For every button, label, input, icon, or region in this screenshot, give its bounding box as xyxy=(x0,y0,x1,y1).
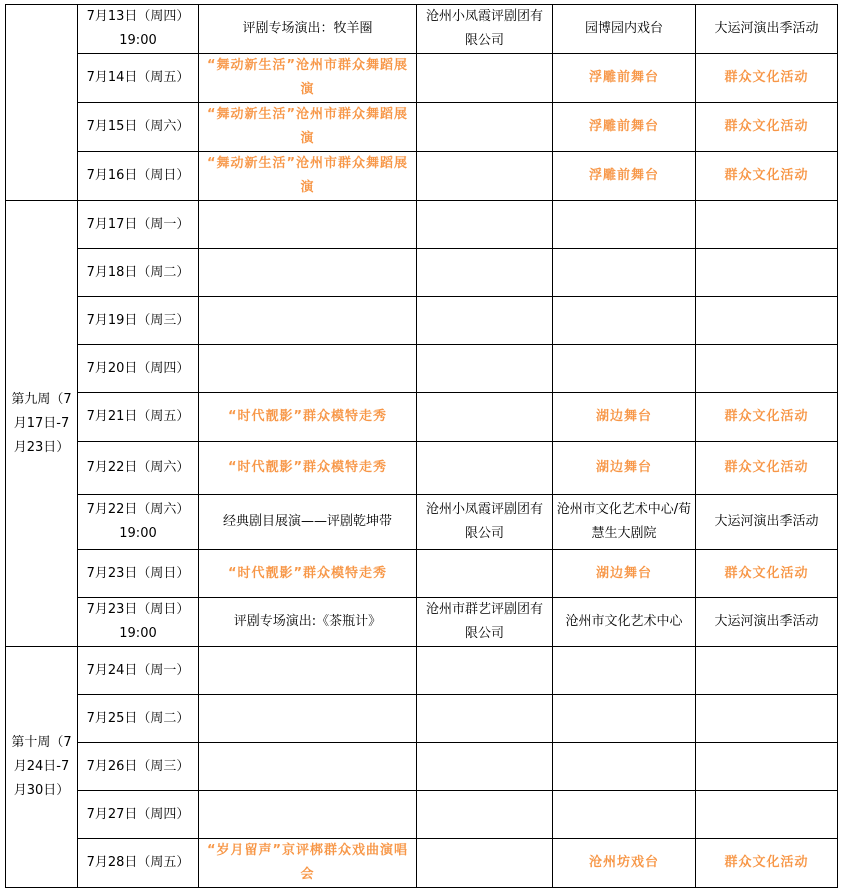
program-cell xyxy=(199,647,417,695)
category-cell xyxy=(696,249,838,297)
category-cell: 群众文化活动 xyxy=(696,54,838,103)
date-cell: 7月20日（周四） xyxy=(78,345,199,393)
category-cell: 大运河演出季活动 xyxy=(696,495,838,550)
program-cell xyxy=(199,345,417,393)
week-cell: 第九周（7月17日-7月23日） xyxy=(6,201,78,647)
category-cell xyxy=(696,345,838,393)
venue-cell: 园博园内戏台 xyxy=(553,5,696,54)
table-row xyxy=(6,550,838,598)
program-cell: “岁月留声”京评梆群众戏曲演唱会 xyxy=(199,839,417,888)
venue-cell xyxy=(553,297,696,345)
table-row xyxy=(6,442,838,495)
organizer-cell xyxy=(417,297,553,345)
schedule-body xyxy=(6,5,838,888)
program-cell xyxy=(199,297,417,345)
venue-cell xyxy=(553,743,696,791)
date-cell: 7月25日（周二） xyxy=(78,695,199,743)
date-cell: 7月27日（周四） xyxy=(78,791,199,839)
program-cell: 经典剧目展演——评剧乾坤带 xyxy=(199,495,417,550)
organizer-cell xyxy=(417,103,553,152)
program-cell xyxy=(199,743,417,791)
table-row xyxy=(6,598,838,647)
venue-cell: 浮雕前舞台 xyxy=(553,152,696,201)
table-row xyxy=(6,791,838,839)
organizer-cell xyxy=(417,345,553,393)
table-row xyxy=(6,743,838,791)
date-cell: 7月14日（周五） xyxy=(78,54,199,103)
organizer-cell: 沧州小凤霞评剧团有限公司 xyxy=(417,5,553,54)
date-cell: 7月17日（周一） xyxy=(78,201,199,249)
organizer-cell xyxy=(417,54,553,103)
venue-cell: 湖边舞台 xyxy=(553,442,696,495)
table-row xyxy=(6,695,838,743)
venue-cell xyxy=(553,201,696,249)
table-row xyxy=(6,249,838,297)
venue-cell: 浮雕前舞台 xyxy=(553,103,696,152)
organizer-cell xyxy=(417,550,553,598)
program-cell: “时代靓影”群众模特走秀 xyxy=(199,442,417,495)
program-cell: “时代靓影”群众模特走秀 xyxy=(199,393,417,442)
category-cell xyxy=(696,297,838,345)
category-cell: 群众文化活动 xyxy=(696,442,838,495)
week-cell: 第十周（7月24日-7月30日） xyxy=(6,647,78,888)
venue-cell: 浮雕前舞台 xyxy=(553,54,696,103)
venue-cell xyxy=(553,791,696,839)
table-row xyxy=(6,495,838,550)
category-cell xyxy=(696,791,838,839)
date-cell: 7月13日（周四）19:00 xyxy=(78,5,199,54)
category-cell: 群众文化活动 xyxy=(696,393,838,442)
table-row xyxy=(6,201,838,249)
category-cell: 群众文化活动 xyxy=(696,550,838,598)
venue-cell: 湖边舞台 xyxy=(553,393,696,442)
program-cell xyxy=(199,249,417,297)
organizer-cell xyxy=(417,647,553,695)
category-cell xyxy=(696,695,838,743)
program-cell xyxy=(199,201,417,249)
category-cell: 大运河演出季活动 xyxy=(696,5,838,54)
program-cell: “时代靓影”群众模特走秀 xyxy=(199,550,417,598)
organizer-cell xyxy=(417,791,553,839)
date-cell: 7月26日（周三） xyxy=(78,743,199,791)
table-row xyxy=(6,393,838,442)
organizer-cell: 沧州小凤霞评剧团有限公司 xyxy=(417,495,553,550)
organizer-cell xyxy=(417,442,553,495)
venue-cell: 沧州市文化艺术中心/荀慧生大剧院 xyxy=(553,495,696,550)
schedule-table xyxy=(5,4,838,888)
organizer-cell xyxy=(417,743,553,791)
venue-cell xyxy=(553,647,696,695)
organizer-cell: 沧州市群艺评剧团有限公司 xyxy=(417,598,553,647)
date-cell: 7月28日（周五） xyxy=(78,839,199,888)
date-cell: 7月23日（周日） xyxy=(78,550,199,598)
venue-cell xyxy=(553,695,696,743)
table-row xyxy=(6,103,838,152)
organizer-cell xyxy=(417,152,553,201)
organizer-cell xyxy=(417,393,553,442)
venue-cell: 沧州坊戏台 xyxy=(553,839,696,888)
program-cell xyxy=(199,791,417,839)
venue-cell: 湖边舞台 xyxy=(553,550,696,598)
program-cell: 评剧专场演出：牧羊圈 xyxy=(199,5,417,54)
category-cell xyxy=(696,743,838,791)
date-cell: 7月23日（周日）19:00 xyxy=(78,598,199,647)
table-row xyxy=(6,345,838,393)
date-cell: 7月16日（周日） xyxy=(78,152,199,201)
program-cell: “舞动新生活”沧州市群众舞蹈展演 xyxy=(199,103,417,152)
venue-cell: 沧州市文化艺术中心 xyxy=(553,598,696,647)
week-cell xyxy=(6,5,78,201)
program-cell: “舞动新生活”沧州市群众舞蹈展演 xyxy=(199,54,417,103)
table-row xyxy=(6,839,838,888)
date-cell: 7月22日（周六）19:00 xyxy=(78,495,199,550)
date-cell: 7月22日（周六） xyxy=(78,442,199,495)
category-cell: 大运河演出季活动 xyxy=(696,598,838,647)
date-cell: 7月15日（周六） xyxy=(78,103,199,152)
organizer-cell xyxy=(417,839,553,888)
organizer-cell xyxy=(417,695,553,743)
program-cell: 评剧专场演出:《茶瓶计》 xyxy=(199,598,417,647)
date-cell: 7月18日（周二） xyxy=(78,249,199,297)
category-cell: 群众文化活动 xyxy=(696,152,838,201)
date-cell: 7月19日（周三） xyxy=(78,297,199,345)
table-row xyxy=(6,152,838,201)
category-cell: 群众文化活动 xyxy=(696,839,838,888)
category-cell xyxy=(696,201,838,249)
program-cell: “舞动新生活”沧州市群众舞蹈展演 xyxy=(199,152,417,201)
table-row xyxy=(6,647,838,695)
category-cell xyxy=(696,647,838,695)
program-cell xyxy=(199,695,417,743)
table-row xyxy=(6,297,838,345)
category-cell: 群众文化活动 xyxy=(696,103,838,152)
organizer-cell xyxy=(417,201,553,249)
date-cell: 7月24日（周一） xyxy=(78,647,199,695)
venue-cell xyxy=(553,249,696,297)
table-row xyxy=(6,5,838,54)
table-row xyxy=(6,54,838,103)
organizer-cell xyxy=(417,249,553,297)
date-cell: 7月21日（周五） xyxy=(78,393,199,442)
venue-cell xyxy=(553,345,696,393)
